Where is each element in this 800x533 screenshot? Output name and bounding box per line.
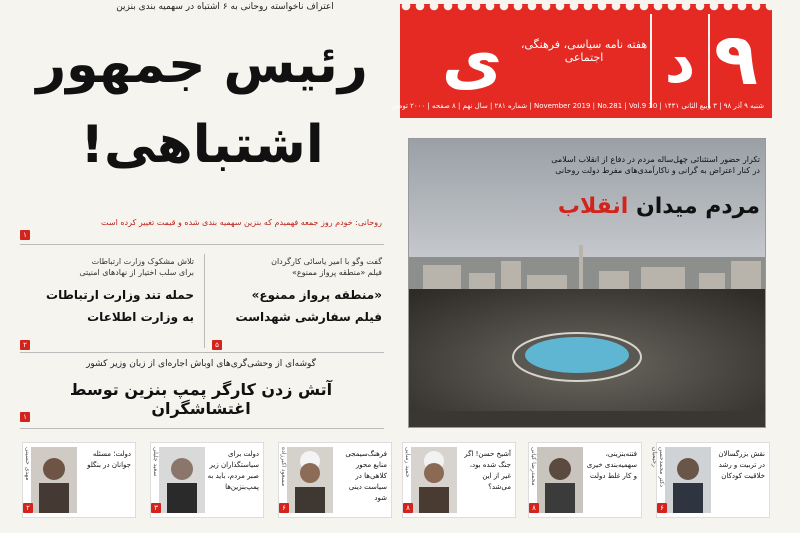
- divider: [20, 244, 384, 245]
- photo-kicker: [540, 154, 760, 176]
- page-badge: ۶: [279, 503, 289, 513]
- columnist-name: محمدرضا کیانی: [530, 447, 537, 486]
- columnist-teaser: فتنه‌بنزینی، سهمیه‌بندی خیری و کار غلط دولت: [586, 450, 637, 480]
- columnist-card[interactable]: [150, 442, 264, 518]
- page-badge: ۵: [212, 340, 222, 350]
- columnist-portrait: [537, 447, 583, 513]
- photo-headline: [520, 194, 760, 219]
- page-badge: ۲: [23, 503, 33, 513]
- story-box-ministry[interactable]: [24, 256, 194, 328]
- columnist-card[interactable]: [651, 442, 770, 518]
- masthead-tagline: هفته نامه سیاسی، فرهنگی، اجتماعی: [520, 38, 648, 64]
- lead-headline: [20, 30, 384, 180]
- divider: [20, 352, 384, 353]
- lead-subheading: روحانی: خودم روز جمعه فهمیدم که بنزین سهمیه بندی شده و قیمت تغییر کرده است: [101, 218, 382, 227]
- story-kicker: برای سلب اختیار از نهادهای امنیتی: [79, 268, 194, 277]
- columnist-teaser: دولت؛ مسئله جوانان در بنگلو: [87, 450, 131, 469]
- page-badge: ۸: [403, 503, 413, 513]
- masthead-issue-info: شنبه ۹ آذر ۹۸ | ۳ ربیع الثانی ۱۴۴۱ | 30 November 2019 | No.281 | Vol.9 | شماره ۲۸۱ | سال نهم | ۸ صفحه | ۲۰۰۰ تومان: [391, 102, 764, 110]
- masthead-logo-letter-d: د: [664, 27, 696, 97]
- story-kicker: گفت وگو با امیر یاسائی کارگردان: [271, 257, 382, 266]
- columnist-card[interactable]: [528, 442, 642, 518]
- page-badge: ۸: [529, 503, 539, 513]
- columnist-portrait: [287, 447, 333, 513]
- photo-headline-red: انقلاب: [557, 194, 629, 219]
- story-box-film[interactable]: [212, 256, 382, 328]
- column-divider: [204, 254, 205, 348]
- page-badge: ۱: [20, 412, 30, 422]
- columnist-card[interactable]: [402, 442, 516, 518]
- columnist-portrait: [159, 447, 205, 513]
- story-headline-line: به وزارت اطلاعات: [87, 310, 194, 324]
- columnist-name: مهدی حسینی: [24, 447, 31, 481]
- page-badge: ۶: [657, 503, 667, 513]
- columnist-name: سعید جلیلی: [152, 447, 159, 477]
- lead-kicker: اعتراف ناخواسته روحانی به ۶ اشتباه در سهمیه بندی بنزین: [116, 2, 334, 12]
- columnist-portrait: [665, 447, 711, 513]
- columnist-teaser: نقش بزرگسالان در تربیت و رشد خلاقیت کودکان: [718, 450, 765, 480]
- columnist-portrait: [411, 447, 457, 513]
- middle-headline[interactable]: آتش زدن کارگر پمپ بنزین توسط اغتشاشگران: [69, 380, 333, 418]
- masthead-logo-digit: ۹: [714, 17, 758, 101]
- crowd-photo-illustration: [409, 139, 765, 427]
- masthead-separator: [708, 14, 710, 108]
- columnist-card[interactable]: [278, 442, 392, 518]
- page-badge: ۳: [151, 503, 161, 513]
- lead-headline-line2: اشتباهی!: [80, 115, 324, 175]
- story-headline: [212, 284, 382, 328]
- photo-kicker-line: تکرار حضور استثنائی چهل‌ساله مردم در دفاع از انقلاب اسلامی: [551, 155, 760, 164]
- story-kicker: فیلم «منطقه پرواز ممنوع»: [291, 268, 382, 277]
- masthead-separator: [650, 14, 652, 108]
- story-headline-line: حمله تند وزارت ارتباطات: [46, 288, 194, 302]
- masthead: [391, 4, 772, 118]
- columnist-name: حمید رسایی: [404, 447, 411, 478]
- story-headline-line: فیلم سفارشی شهداست: [235, 310, 382, 324]
- columnist-name: دکتر محمدحسن رحیمیان: [651, 447, 665, 487]
- main-photo-crowd[interactable]: [408, 138, 766, 428]
- columnist-name: مسعود اکبرزاده: [280, 447, 287, 487]
- page-badge: ۲: [20, 340, 30, 350]
- lead-headline-line1: رئیس جمهور: [36, 35, 368, 95]
- columnist-card[interactable]: [22, 442, 136, 518]
- columnist-portrait: [31, 447, 77, 513]
- columnist-teaser: آشیخ حسن! اگر جنگ شده بود، غیر از این می‌شد؟: [464, 450, 511, 491]
- photo-kicker-line: در کنار اعتراض به گرانی و ناکارآمدی‌های مفرط دولت روحانی: [555, 166, 760, 175]
- story-headline-line: «منطقه پرواز ممنوع»: [251, 288, 382, 302]
- masthead-logo-letter-y: ی: [441, 22, 503, 99]
- columnist-teaser: دولت برای سیاستگذاران زیر صبر مردم، باید به پمپ‌بنزین‌ها: [207, 450, 259, 491]
- columnist-teaser: فرهنگ‌سیمجی منابع محور کلاهی‌ها در سیاست دینی شود: [345, 450, 387, 502]
- story-headline: [24, 284, 194, 328]
- middle-kicker: گوشه‌ای از وحشی‌گری‌های اوباش اجاره‌ای از زبان وزیر کشور: [86, 359, 316, 369]
- photo-headline-black: مردم میدان: [635, 194, 760, 219]
- divider: [20, 428, 384, 429]
- story-kicker: تلاش مشکوک وزارت ارتباطات: [91, 257, 194, 266]
- page-badge: ۱: [20, 230, 30, 240]
